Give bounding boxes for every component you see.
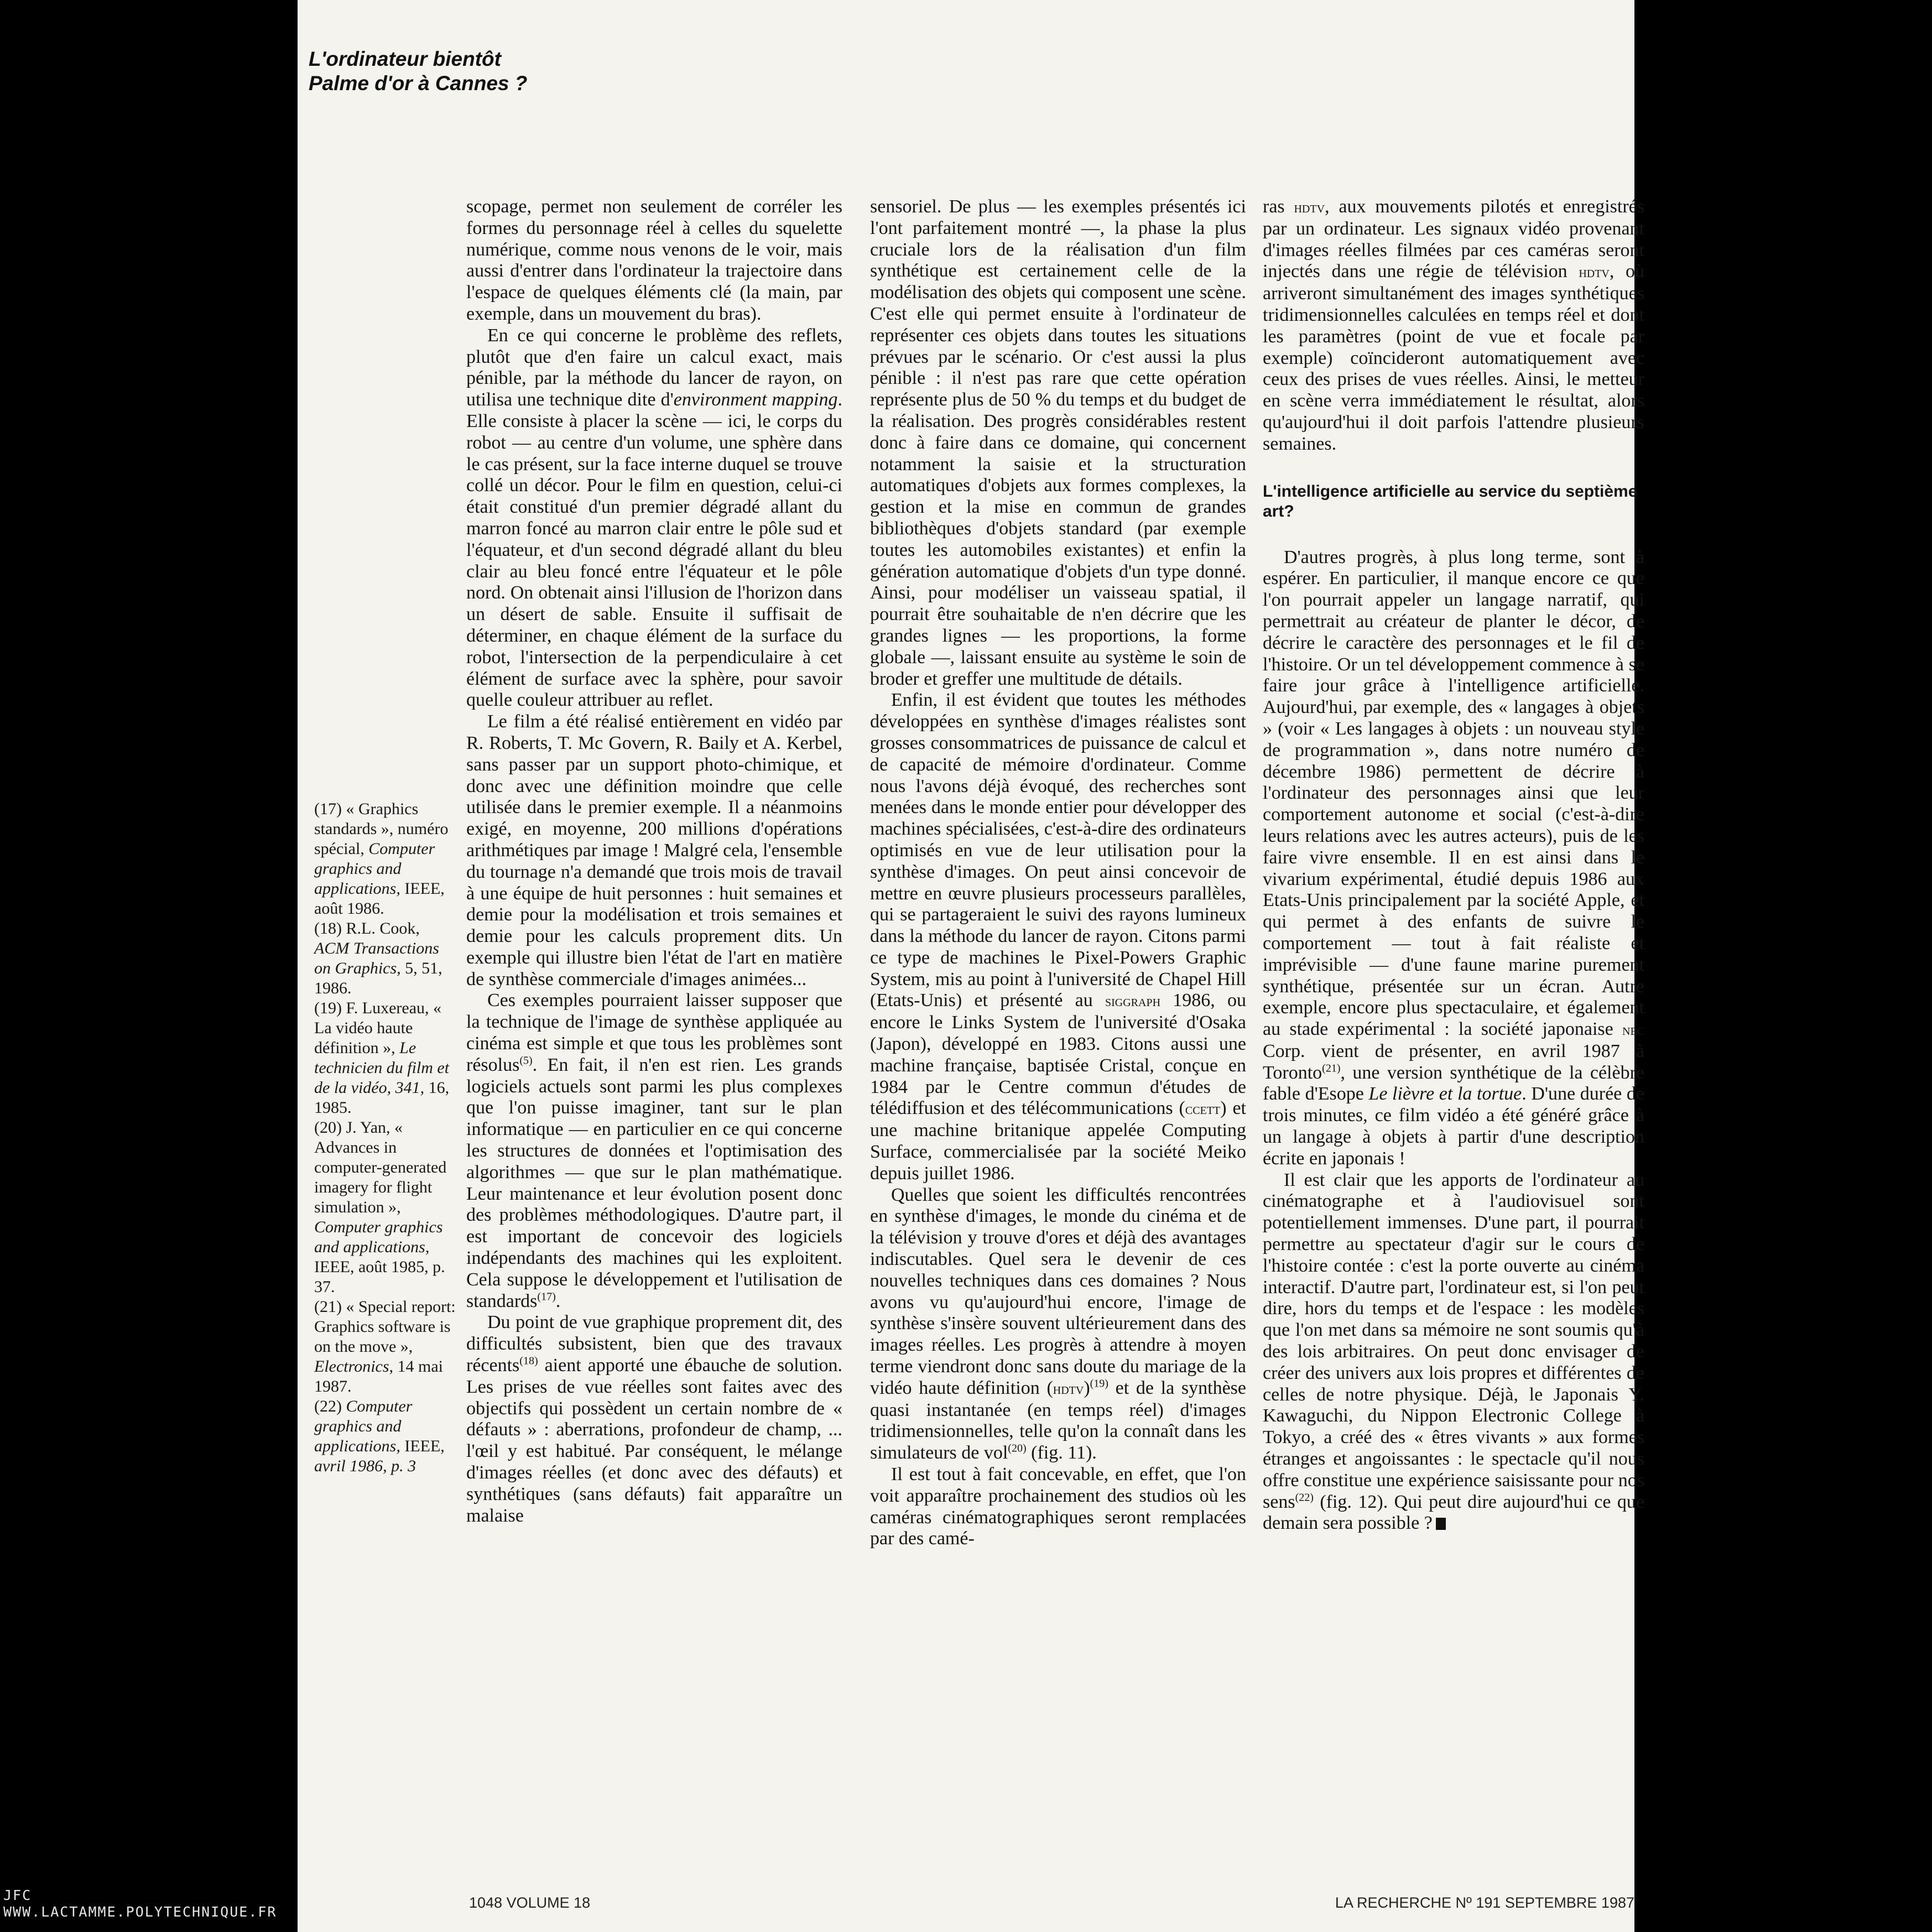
- footnote: avril 1986, p. 3: [314, 1457, 416, 1475]
- paragraph: Ces exemples pourraient laisser supposer que la technique de l'image de synthèse appliquée au cinéma est simple et que tous les problèmes sont résolus$^{(5)}$. En fait, il n'en est rien. Les grands logiciels actuels sont parmi les plus complexes que l'on puisse imaginer, tant sur le plan informatique — en particulier en ce qui concerne les structures de données et l'optimisation des algorithmes — que sur le plan mathématique. Leur maintenance et leur évolution posent donc des problèmes méthodologiques. D'autre part, il est important de concevoir des logiciels indépendants des machines qui les exploitent. Cela suppose le développement et l'utilisation de standards$^{(17)}$.: [466, 990, 842, 1311]
- article-column-3: [1263, 196, 1644, 1534]
- paragraph: Il est clair que les apports de l'ordinateur au cinématographe et à l'audiovisuel sont potentiellement immenses. D'une part, il pourrait permettre au spectateur d'agir sur le cours de l'histoire contée : c'est la porte ouverte au cinéma interactif. D'autre part, l'ordinateur est, si l'on peut dire, hors du temps et de l'espace : les modèles que l'on met dans sa mémoire ne sont soumis qu'à des lois arbitraires. On peut donc envisager de créer des univers aux lois propres et différentes de celles de notre physique. Déjà, le Japonais Y. Kawaguchi, du Nippon Electronic College à Tokyo, a créé des « êtres vivants » aux formes étranges et angoissantes : le spectacle qu'il nous offre constitue une expérience saisissante pour nos sens$^{(22)}$ (fig. 12). Qui peut dire aujourd'hui ce que demain sera possible ?: [1263, 1169, 1644, 1534]
- running-header: [309, 47, 527, 96]
- paragraph: Le film a été réalisé entièrement en vidéo par R. Roberts, T. Mc Govern, R. Baily et A. Kerbel, sans passer par un support photo-chimique, et donc avec une définition moindre que celle utilisée dans le premier exemple. Il a néanmoins exigé, en moyenne, 200 millions d'opérations arithmétiques par image ! Malgré cela, l'ensemble du tournage n'a demandé que trois mois de travail à une équipe de huit personnes : huit semaines et demie pour la modélisation et trois semaines et demie pour les calculs proprement dits. Un exemple qui illustre bien l'état de l'art en matière de synthèse commerciale d'images animées...: [466, 711, 842, 990]
- footnotes: [314, 799, 458, 1476]
- paragraph: En ce qui concerne le problème des reflets, plutôt que d'en faire un calcul exact, mais pénible, par la méthode du lancer de rayon, on utilisa une technique dite d'environment mapping. Elle consiste à placer la scène — ici, le corps du robot — au centre d'un volume, une sphère dans le cas présent, sur la face interne duquel se trouve collé un décor. Pour le film en question, celui-ci était constitué d'un premier dégradé allant du marron foncé au marron clair entre le pôle sud et l'équateur, et d'un second dégradé allant du bleu clair au bleu foncé entre l'équateur et le pôle nord. On obtenait ainsi l'illusion de l'horizon dans un désert de sable. Ensuite il suffisait de déterminer, en chaque élément de la surface du robot, l'intersection de la perpendiculaire à cet élément de surface avec la sphère, pour savoir quelle couleur attribuer au reflet.: [466, 325, 842, 711]
- end-of-article-mark: [1436, 1518, 1446, 1530]
- footnote: (21) « Special report: Graphics software is on the move », Electronics, 14 mai 1987.: [314, 1298, 456, 1395]
- paragraph: scopage, permet non seulement de corréler les formes du personnage réel à celles du squelette numérique, comme nous venons de le voir, mais aussi d'entrer dans l'ordinateur la trajectoire dans l'espace de quelques éléments clé (la main, par exemple, dans un mouvement du bras).: [466, 196, 842, 324]
- paragraph: ras hdtv, aux mouvements pilotés et enregistrés par un ordinateur. Les signaux vidéo provenant d'images réelles filmées par ces caméras seront injectés dans une régie de télévision hdtv, où arriveront simultanément des images synthétiques tridimensionnelles calculées en temps réel et dont les paramètres (point de vue et focale par exemple) coïncideront automatiquement avec ceux des prises de vues réelles. Ainsi, le metteur en scène verra immédiatement le résultat, alors qu'aujourd'hui il doit parfois l'attendre plusieurs semaines.: [1263, 196, 1644, 454]
- footer-page-number: 1048 VOLUME 18: [469, 1894, 591, 1911]
- watermark-initials: JFC: [3, 1887, 32, 1903]
- magazine-page: [298, 0, 1644, 1932]
- paragraph: D'autres progrès, à plus long terme, sont à espérer. En particulier, il manque encore ce que l'on pourrait appeler un langage narratif, qui permettrait au créateur de planter le décor, de décrire le caractère des personnages et le fil de l'histoire. Or un tel développement commence à se faire jour grâce à l'intelligence artificielle. Aujourd'hui, par exemple, des « langages à objets » (voir « Les langages à objets : un nouveau style de programmation », dans notre numéro de décembre 1986) permettent de décrire à l'ordinateur des personnages ainsi que leur comportement autonome et social (c'est-à-dire leurs relations avec les autres acteurs), puis de les faire vivre ensemble. Il en est ainsi dans le vivarium expérimental, étudié depuis 1986 aux Etats-Unis principalement par la société Apple, et qui permet à des enfants de suivre le comportement — tout à fait réaliste et imprévisible — d'une faune marine purement synthétique, présentée sur un écran. Autre exemple, encore plus spectaculaire, et également au stade expérimental : la société japonaise nec Corp. vient de présenter, en avril 1987 à Toronto$^{(21)}$, une version synthétique de la célèbre fable d'Esope Le lièvre et la tortue. D'une durée de trois minutes, ce film vidéo a été généré grâce à un langage à objets à partir d'une description écrite en japonais !: [1263, 546, 1644, 1169]
- header-line-2: Palme d'or à Cannes ?: [309, 72, 528, 95]
- article-column-2: [870, 196, 1246, 1550]
- footnote: (19) F. Luxereau, « La vidéo haute définition », Le technicien du film et de la vidéo, 341, 16, 1985.: [314, 999, 450, 1117]
- paragraph: Enfin, il est évident que toutes les méthodes développées en synthèse d'images réalistes sont grosses consommatrices de puissance de calcul et de capacité de mémoire d'ordinateur. Comme nous l'avons déjà évoqué, des recherches sont menées dans le monde entier pour développer des machines spécialisées, c'est-à-dire des ordinateurs optimisés en vue de leur utilisation pour la synthèse d'images. On peut ainsi concevoir de mettre en œuvre plusieurs processeurs parallèles, qui se partageraient le suivi des rayons lumineux dans la méthode du lancer de rayon. Citons parmi ce type de machines le Pixel-Powers Graphic System, mis au point à l'université de Chapel Hill (Etats-Unis) et présenté au siggraph 1986, ou encore le Links System de l'université d'Osaka (Japon), développé en 1983. Citons aussi une machine française, baptisée Cristal, conçue en 1984 par le Centre commun d'études de télédiffusion et des télécommunications (ccett) et une machine britanique appelée Computing Surface, commercialisée par la société Meiko depuis juillet 1986.: [870, 690, 1246, 1184]
- section-subheading: L'intelligence artificielle au service du septième art?: [1263, 482, 1638, 520]
- footnote: (17) « Graphics standards », numéro spécial, Computer graphics and applications, IEEE, août 1986.: [314, 800, 449, 918]
- footer-publication: LA RECHERCHE Nº 191 SEPTEMBRE 1987: [1335, 1894, 1634, 1911]
- footnote: (18) R.L. Cook, ACM Transactions on Graphics, 5, 51, 1986.: [314, 919, 442, 997]
- paragraph: Quelles que soient les difficultés rencontrées en synthèse d'images, le monde du cinéma et de la télévision y trouve d'ores et déjà des avantages indiscutables. Quel sera le devenir de ces nouvelles techniques dans ces domaines ? Nous avons vu qu'aujourd'hui encore, l'image de synthèse s'insère souvent ultérieurement dans des images réelles. Les progrès à attendre à moyen terme viendront donc sans doute du mariage de la vidéo haute définition (hdtv)$^{(19)}$ et de la synthèse quasi instantanée (en temps réel) d'images tridimensionnelles, telle qu'on la connaît dans les simulateurs de vol$^{(20)}$ (fig. 11).: [870, 1184, 1246, 1464]
- footnote: (22) Computer graphics and applications, IEEE,: [314, 1397, 445, 1455]
- footnote: (20) J. Yan, « Advances in computer-generated imagery for flight simulation », Computer graphics and applications, IEEE, août 1985, p. 37.: [314, 1118, 447, 1296]
- paragraph: Il est tout à fait concevable, en effet, que l'on voit apparaître prochainement des studios où les caméras cinématographiques seront remplacées par des camé-: [870, 1464, 1246, 1549]
- header-line-1: L'ordinateur bientôt: [309, 48, 501, 70]
- watermark: [3, 1887, 277, 1920]
- paragraph: Du point de vue graphique proprement dit, des difficultés subsistent, bien que des travaux récents$^{(18)}$ aient apporté une ébauche de solution. Les prises de vue réelles sont faites avec des objectifs qui possèdent un certain nombre de « défauts » : aberrations, profondeur de champ, ... l'œil y est habitué. Par conséquent, le mélange d'images réelles (et donc avec des défauts) et synthétiques (sans défauts) fait apparaître un malaise: [466, 1312, 842, 1526]
- paragraph: sensoriel. De plus — les exemples présentés ici l'ont parfaitement montré —, la phase la plus cruciale lors de la réalisation d'un film synthétique est certainement celle de la modélisation des objets qui composent une scène. C'est elle qui permet ensuite à l'ordinateur de représenter ces objets dans toutes les situations prévues par le scénario. Or c'est aussi la plus pénible : il n'est pas rare que cette opération représente plus de 50 % du temps et du budget de la réalisation. Des progrès considérables restent donc à faire dans ce domaine, qui concernent notamment la saisie et la structuration automatiques d'objets aux formes complexes, la gestion et la mise en commun de grandes bibliothèques d'objets standard (par exemple toutes les automobiles existantes) et enfin la génération automatique d'objets d'un type donné. Ainsi, pour modéliser un vaisseau spatial, il pourrait être souhaitable de n'en décrire que les grandes lignes — les proportions, la forme globale —, laissant ensuite au système le soin de broder et greffer une multitude de détails.: [870, 196, 1246, 689]
- article-column-1: [466, 196, 842, 1527]
- watermark-url: WWW.LACTAMME.POLYTECHNIQUE.FR: [3, 1904, 277, 1920]
